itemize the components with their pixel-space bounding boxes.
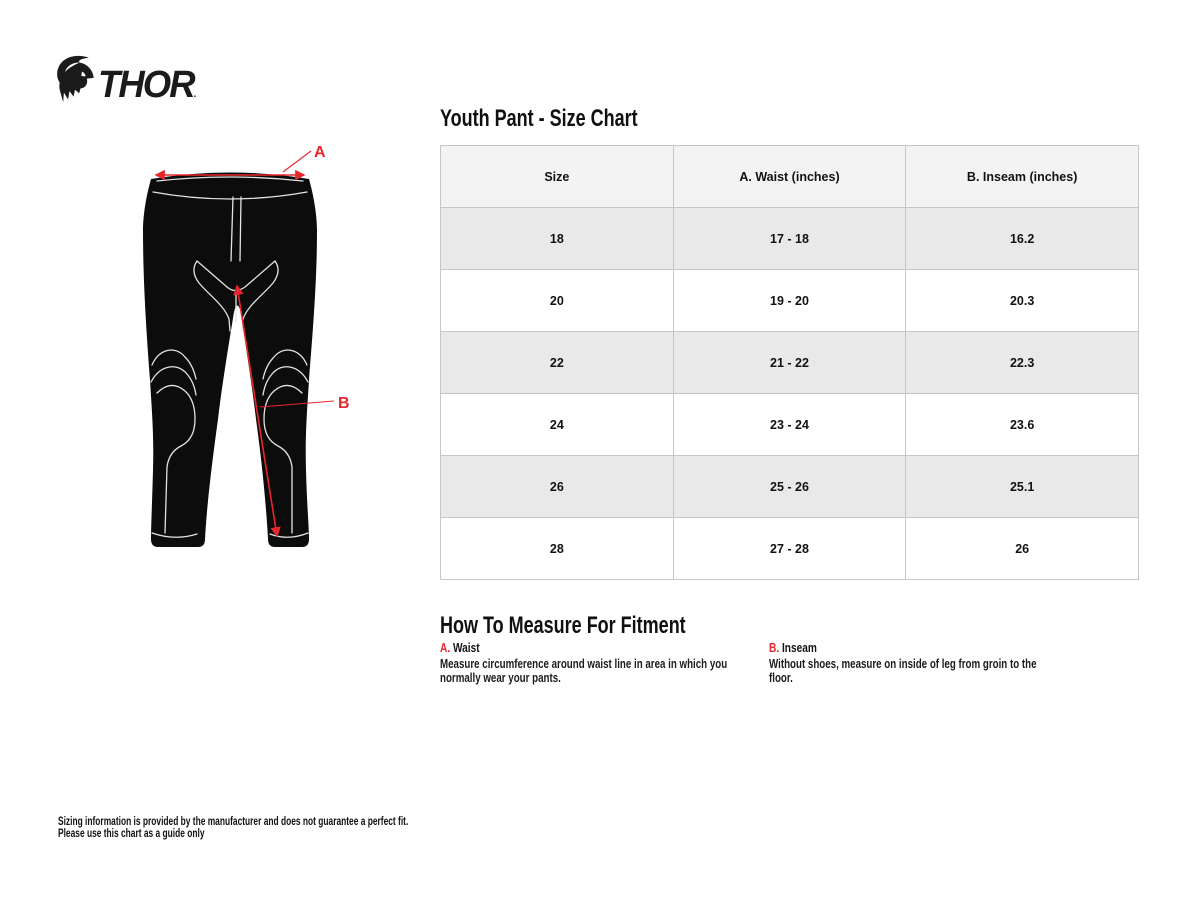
thor-ram-logo-icon: [54, 55, 96, 105]
table-cell: 16.2: [906, 208, 1139, 270]
table-row: [441, 332, 1139, 394]
table-cell: 17 - 18: [673, 208, 906, 270]
size-chart-table: [440, 145, 1139, 580]
measure-inseam-text: Without shoes, measure on inside of leg from groin to the floor.: [769, 657, 1037, 685]
table-cell: 28: [441, 518, 674, 580]
how-to-measure-title: How To Measure For Fitment: [440, 612, 686, 639]
table-cell: 18: [441, 208, 674, 270]
table-row: [441, 394, 1139, 456]
pants-measurement-diagram: [135, 135, 380, 565]
column-header-size: Size: [441, 146, 674, 208]
pants-silhouette: [143, 173, 317, 548]
measure-instruction-waist: [440, 640, 730, 685]
table-cell: 19 - 20: [673, 270, 906, 332]
column-header-inseam: B. Inseam (inches): [906, 146, 1139, 208]
measure-waist-prefix: A.: [440, 640, 451, 655]
table-row: [441, 208, 1139, 270]
pants-diagram-svg: [135, 135, 380, 565]
table-cell: 27 - 28: [673, 518, 906, 580]
brand-name: THOR.: [98, 64, 197, 106]
table-cell: 25.1: [906, 456, 1139, 518]
table-cell: 21 - 22: [673, 332, 906, 394]
brand-trademark: .: [193, 89, 197, 100]
table-cell: 23.6: [906, 394, 1139, 456]
table-cell: 26: [441, 456, 674, 518]
measure-waist-text: Measure circumference around waist line in area in which you normally wear your pants.: [440, 657, 728, 685]
column-header-waist: A. Waist (inches): [673, 146, 906, 208]
table-cell: 22: [441, 332, 674, 394]
measure-instruction-inseam: [769, 640, 1042, 685]
table-row: [441, 518, 1139, 580]
table-cell: 23 - 24: [673, 394, 906, 456]
table-cell: 22.3: [906, 332, 1139, 394]
sizing-disclaimer: [58, 817, 408, 840]
table-cell: 20.3: [906, 270, 1139, 332]
brand-logo: [54, 55, 200, 107]
table-cell: 25 - 26: [673, 456, 906, 518]
measure-waist-label: Waist: [452, 640, 480, 655]
size-chart-title: Youth Pant - Size Chart: [440, 105, 638, 132]
measure-inseam-heading: [769, 640, 1042, 655]
measure-waist-heading: [440, 640, 730, 655]
inseam-label-b: B: [338, 395, 350, 412]
table-cell: 24: [441, 394, 674, 456]
table-header-row: [441, 146, 1139, 208]
table-cell: 26: [906, 518, 1139, 580]
disclaimer-line-2: Please use this chart as a guide only: [58, 827, 205, 840]
table-row: [441, 270, 1139, 332]
disclaimer-line-1: Sizing information is provided by the manufacturer and does not guarantee a perfect fit.: [58, 816, 409, 828]
waist-label-a: A: [314, 144, 326, 161]
table-cell: 20: [441, 270, 674, 332]
measure-inseam-prefix: B.: [769, 640, 780, 655]
table-row: [441, 456, 1139, 518]
waist-pointer-line: [283, 151, 311, 172]
measure-inseam-label: Inseam: [781, 640, 817, 655]
